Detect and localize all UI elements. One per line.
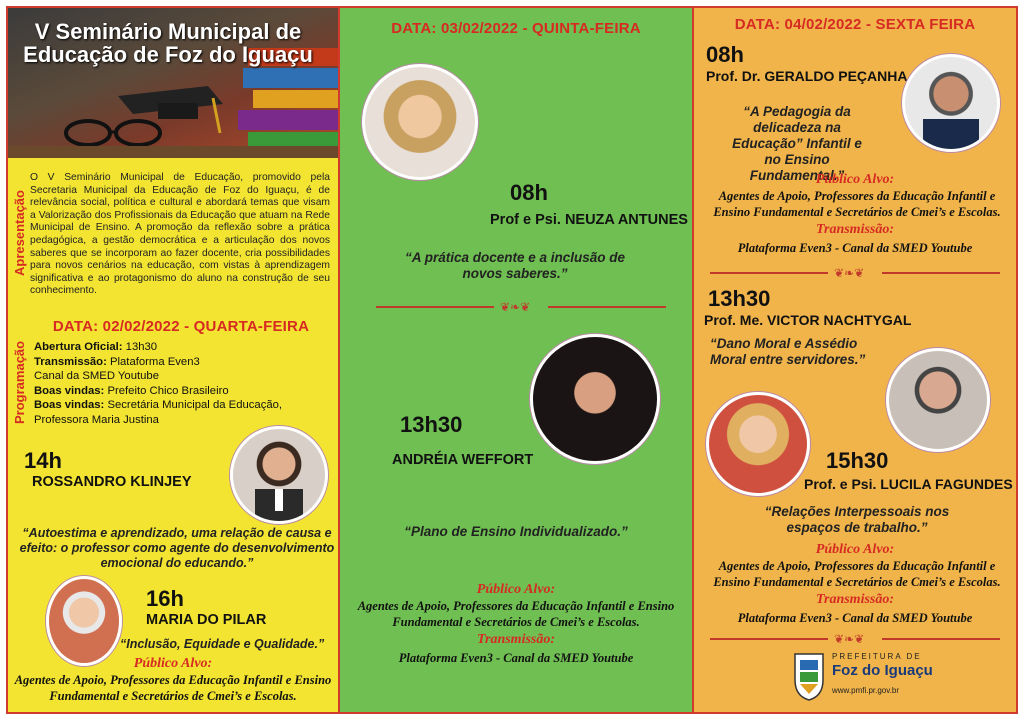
day1-audience-text: Agentes de Apoio, Professores da Educação Infantil e Ensino Fundamental e Secretários de Cmei’s e Escolas.	[14, 673, 332, 703]
welcome-label1: Boas vindas:	[34, 384, 105, 397]
opening-label: Abertura Oficial:	[34, 341, 123, 353]
day1-date: DATA: 02/02/2022 - QUARTA-FEIRA	[52, 318, 310, 335]
speaker-photo-maria-do-pilar	[46, 576, 122, 666]
day3-transmission2-text: Plataforma Even3 - Canal da SMED Youtube	[737, 611, 973, 625]
day2-audience-title: Público Alvo:	[476, 582, 556, 597]
day3-talk1-quote: “A Pedagogia da delicadeza na Educação” Infantil e no Ensino Fundamental.”	[732, 104, 862, 183]
seminar-title-line2: Educação de Foz do Iguaçu	[23, 42, 313, 67]
day3-talk2-quote: “Dano Moral e Assédio Moral entre servidores.”	[710, 336, 866, 367]
day1-talk1-speaker: ROSSANDRO KLINJEY	[32, 474, 192, 490]
speaker-photo-geraldo	[902, 54, 1000, 152]
transmission-value2: Canal da SMED Youtube	[34, 370, 159, 382]
day3-transmission1-title: Transmissão:	[815, 222, 895, 237]
panel-day-2	[340, 6, 692, 714]
day2-talk2-speaker: ANDRÉIA WEFFORT	[392, 452, 534, 468]
day3-talk1-time: 08h	[706, 42, 744, 67]
day3-transmission1-text: Plataforma Even3 - Canal da SMED Youtube	[737, 241, 973, 255]
side-label-programacao: Programação	[12, 340, 27, 424]
ornamental-divider: ❦❧❦	[710, 632, 1000, 646]
side-label-apresentacao: Apresentação	[12, 190, 27, 276]
day2-talk2-time: 13h30	[400, 412, 463, 437]
panel-day-3	[692, 6, 1018, 714]
day2-talk1-quote: “A prática docente e a inclusão de novos saberes.”	[404, 250, 626, 281]
day3-talk2-time: 13h30	[708, 286, 771, 311]
opening-block	[34, 340, 334, 427]
intro-text: O V Seminário Municipal de Educação, promovido pela Secretaria Municipal da Educação de Foz do Iguaçu, é de relevância social, política e cultural e abordará temas que visam a Valorização dos Profissionais da Educação que atuam na Rede Municipal de Ensino. A promoção da reflexão sobre a prática pedagógica, a gestão democrática e a articulação dos novos saberes que se incorporam ao fazer docente, cria possibilidades para novos cenários na educação, com vistas à aprendizagem significativa e ao protagonismo do aluno na construção de seu conhecimento.	[30, 172, 330, 297]
transmission-value: Plataforma Even3	[109, 355, 200, 368]
city-logo	[792, 648, 942, 708]
opening-value: 13h30	[125, 341, 158, 353]
ornamental-divider: ❦❧❦	[710, 266, 1000, 280]
seminar-title-line1: V Seminário Municipal de	[34, 19, 302, 44]
header-image	[8, 8, 338, 158]
speaker-photo-victor	[886, 348, 990, 452]
welcome-label2: Boas vindas:	[34, 399, 105, 411]
day2-talk1-time: 08h	[510, 180, 548, 205]
speaker-photo-neuza	[362, 64, 478, 180]
coat-of-arms-icon	[792, 650, 826, 702]
day3-talk3-speaker: Prof. e Psi. LUCILA FAGUNDES	[804, 476, 1013, 492]
speaker-photo-lucila	[706, 392, 810, 496]
panel-day-1	[6, 6, 340, 714]
day3-talk3-quote: “Relações Interpessoais nos espaços de trabalho.”	[764, 504, 950, 535]
day2-transmission-title: Transmissão:	[476, 632, 556, 647]
day2-transmission-text: Plataforma Even3 - Canal da SMED Youtube	[398, 651, 634, 665]
welcome-value1: Prefeito Chico Brasileiro	[107, 384, 229, 397]
day1-talk1-time: 14h	[24, 448, 62, 473]
day3-audience1-text: Agentes de Apoio, Professores da Educação Infantil e Ensino Fundamental e Secretários de Cmei’s e Escolas.	[713, 189, 1001, 219]
day1-talk2-speaker: MARIA DO PILAR	[146, 612, 267, 628]
ornamental-divider: ❦❧❦	[376, 300, 666, 314]
day3-transmission2-title: Transmissão:	[815, 592, 895, 607]
day3-date: DATA: 04/02/2022 - SEXTA FEIRA	[734, 16, 976, 33]
day2-date: DATA: 03/02/2022 - QUINTA-FEIRA	[391, 20, 641, 37]
day1-talk2-quote: “Inclusão, Equidade e Qualidade.”	[120, 637, 325, 651]
logo-url: www.pmfi.pr.gov.br	[832, 686, 899, 695]
day3-talk2-speaker: Prof. Me. VICTOR NACHTYGAL	[704, 312, 912, 328]
welcome-value2b: Professora Maria Justina	[34, 413, 159, 426]
logo-top-text: PREFEITURA DE	[832, 652, 922, 661]
transmission-label: Transmissão:	[34, 355, 107, 368]
welcome-value2: Secretária Municipal da Educação,	[107, 399, 283, 411]
day3-talk1-speaker: Prof. Dr. GERALDO PEÇANHA	[706, 68, 908, 84]
day2-audience-text: Agentes de Apoio, Professores da Educação Infantil e Ensino Fundamental e Secretários de Cmei’s e Escolas.	[357, 599, 675, 629]
speaker-photo-rossandro	[230, 426, 328, 524]
day1-talk2-time: 16h	[146, 586, 184, 611]
day3-talk3-time: 15h30	[826, 448, 889, 473]
day3-audience2-text: Agentes de Apoio, Professores da Educação Infantil e Ensino Fundamental e Secretários de Cmei’s e Escolas.	[713, 559, 1001, 589]
day1-audience-title: Público Alvo:	[133, 656, 213, 671]
day2-talk1-speaker: Prof e Psi. NEUZA ANTUNES	[490, 212, 688, 228]
day3-audience2-title: Público Alvo:	[815, 542, 895, 557]
day3-audience1-title: Público Alvo:	[815, 172, 895, 187]
logo-main-text: Foz do Iguaçu	[832, 662, 933, 679]
day1-talk1-quote: “Autoestima e aprendizado, uma relação de causa e efeito: o professor como agente do desenvolvimento emocional do educando.”	[19, 526, 335, 570]
day2-talk2-quote: “Plano de Ensino Individualizado.”	[404, 524, 628, 539]
speaker-photo-andreia	[530, 334, 660, 464]
